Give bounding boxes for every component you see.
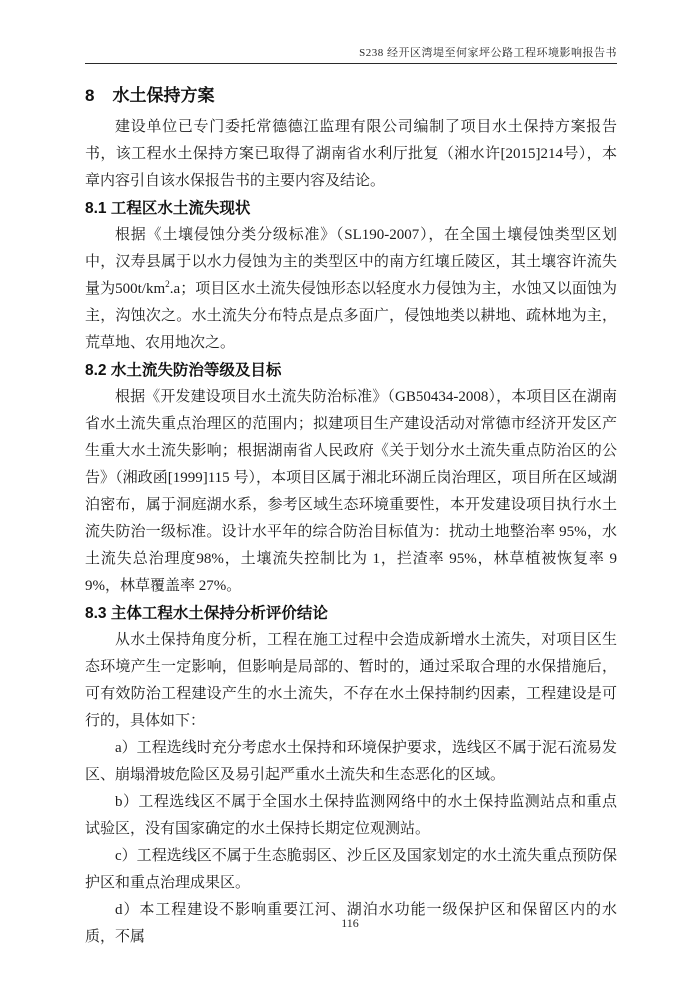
- superscript-exponent: 2: [165, 280, 170, 290]
- section-8-1-paragraph: [85, 222, 617, 357]
- page-number: 116: [341, 916, 359, 930]
- conclusion-item-c: c）工程选线区不属于生态脆弱区、沙丘区及国家划定的水土流失重点预防保护区和重点治理成果区。: [85, 848, 617, 891]
- chapter-title: 水土保持方案: [112, 86, 215, 105]
- section-heading-8-1: 8.1 工程区水土流失现状: [85, 200, 251, 217]
- conclusion-item-d: d）本工程建设不影响重要江河、湖泊水功能一级保护区和保留区内的水质，不属: [85, 902, 617, 945]
- header-rule: [85, 63, 617, 64]
- document-body: [85, 114, 617, 951]
- section-8-3-paragraph: 从水土保持角度分析，工程在施工过程中会造成新增水土流失，对项目区生态环境产生一定影响，但影响是局部的、暂时的，通过采取合理的水保措施后，可有效防治工程建设产生的水土流失，不存在水土保持制约因素，工程建设是可行的，具体如下：: [85, 632, 617, 729]
- section-8-2-paragraph: 根据《开发建设项目水土流失防治标准》（GB50434-2008），本项目区在湖南省水土流失重点治理区的范围内；拟建项目生产建设活动对常德市经济开发区产生重大水土流失影响；根据湖南省人民政府《关于划分水土流失重点防治区的公告》（湘政函[1999]115 号），本项目区属于湘北环湖丘岗治理区，项目所在区域湖泊密布，属于洞庭湖水系，参考区域生态环境重要性，本开发建设项目执行水土流失防治一级标准。设计水平年的综合防治目标值为：扰动土地整治率 95%，水土流失总治理度98%，土壤流失控制比为 1，拦渣率 95%，林草植被恢复率 99%，林草覆盖率 27%。: [85, 389, 617, 594]
- conclusion-item-b: b）工程选线区不属于全国水土保持监测网络中的水土保持监测站点和重点试验区，没有国家确定的水土保持长期定位观测站。: [85, 794, 617, 837]
- chapter-heading: [85, 84, 617, 108]
- page-footer: [0, 916, 700, 931]
- intro-paragraph: 建设单位已专门委托常德德江监理有限公司编制了项目水土保持方案报告书，该工程水土保持方案已取得了湖南省水利厅批复（湘水许[2015]214号），本章内容引自该水保报告书的主要内容及结论。: [85, 119, 617, 189]
- section-8-1-text-after-superscript: .a；项目区水土流失侵蚀形态以轻度水力侵蚀为主，水蚀又以面蚀为主，沟蚀次之。水土流失分布特点是点多面广，侵蚀地类以耕地、疏林地为主，荒草地、农用地次之。: [85, 281, 617, 351]
- chapter-number: 8: [85, 86, 95, 105]
- section-heading-8-2: 8.2 水土流失防治等级及目标: [85, 362, 282, 379]
- running-header-title: S238 经开区湾堤至何家坪公路工程环境影响报告书: [359, 47, 617, 59]
- section-heading-8-3: 8.3 主体工程水土保持分析评价结论: [85, 605, 328, 622]
- section-8-1-text-before-superscript: 根据《土壤侵蚀分类分级标准》（SL190-2007），在全国土壤侵蚀类型区划中，汉寿县属于以水力侵蚀为主的类型区中的南方红壤丘陵区，其土壤容许流失量为500t/km: [85, 227, 617, 297]
- conclusion-item-a: a）工程选线时充分考虑水土保持和环境保护要求，选线区不属于泥石流易发区、崩塌滑坡危险区及易引起严重水土流失和生态恶化的区域。: [85, 740, 617, 783]
